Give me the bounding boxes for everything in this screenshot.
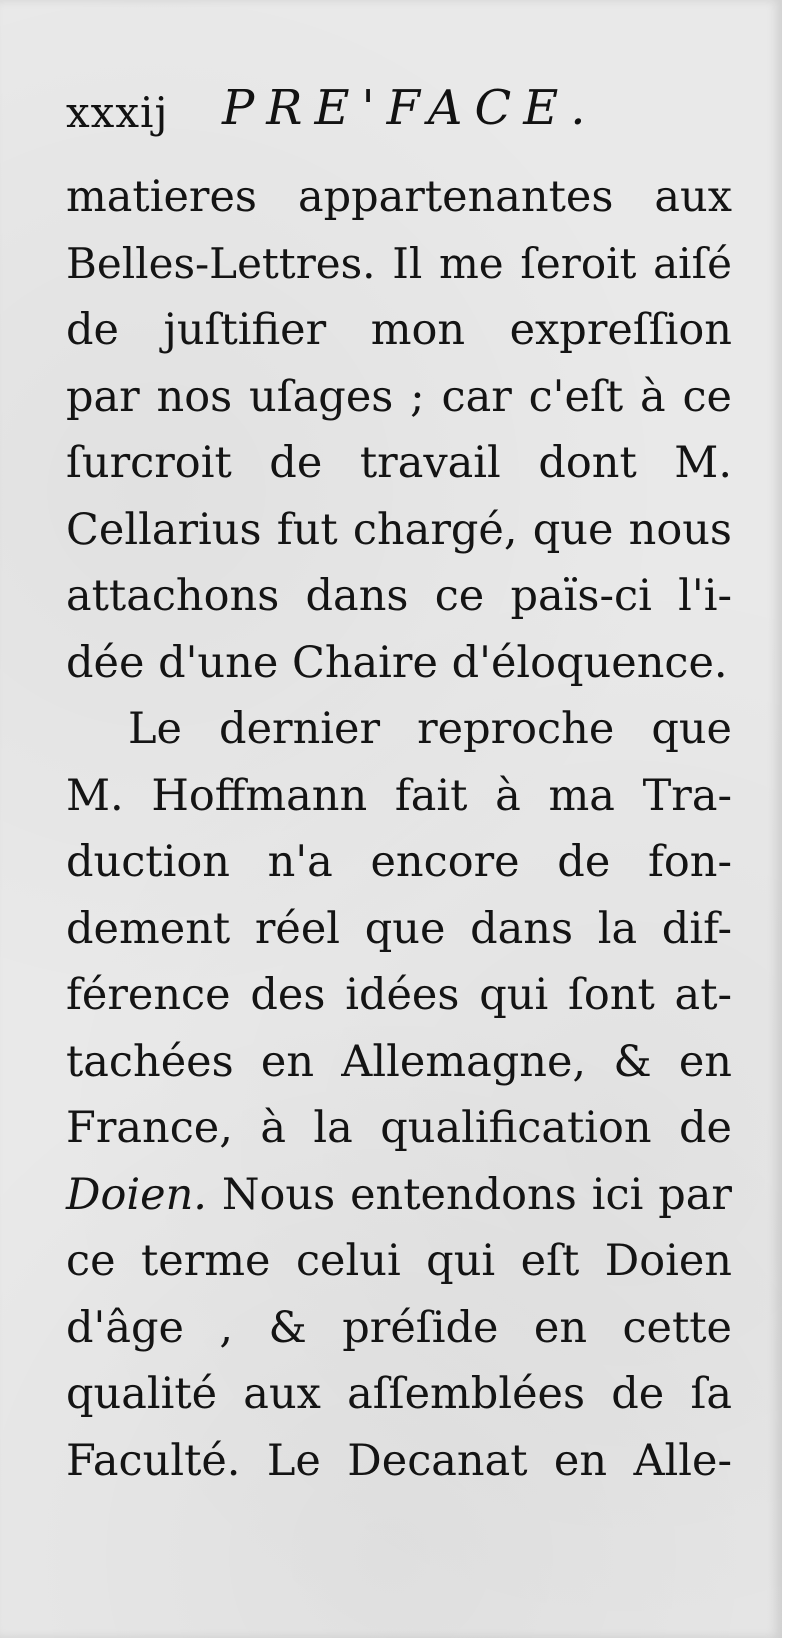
text-line: Cellarius fut chargé, que nous: [66, 504, 732, 555]
text-line: qualité aux aſſemblées de ſa: [66, 1369, 732, 1419]
text-line: par nos uſages ; car c'eſt à ce: [66, 371, 732, 422]
text-line: tachées en Allemagne, & en: [66, 1036, 732, 1087]
text-line: [66, 1162, 732, 1229]
text-line: matieres appartenantes aux: [66, 172, 732, 222]
text-line: Faculté. Le Decanat en Alle-: [66, 1435, 732, 1486]
body-text: [66, 164, 732, 1494]
text-line: dement réel que dans la dif-: [66, 903, 732, 954]
text-line: attachons dans ce païs-ci l'i-: [66, 571, 732, 621]
italic-word: Doien.: [66, 1169, 207, 1220]
text-line: dée d'une Chaire d'éloquence.: [66, 637, 728, 688]
text-line: duction n'a encore de fon-: [66, 837, 732, 887]
page-header: [66, 80, 726, 150]
scan-margin: [782, 0, 800, 1638]
text-line: Belles-Lettres. Il me ſeroit aiſé: [66, 238, 732, 288]
text-line: ce terme celui qui eſt Doien: [66, 1236, 732, 1286]
text-line: France, à la qualification de: [66, 1103, 732, 1153]
running-title: PRE'FACE.: [222, 80, 598, 136]
page-number: xxxij: [66, 88, 169, 137]
text-run: Nous entendons ici par: [206, 1169, 732, 1220]
text-line: férence des idées qui ſont at-: [66, 970, 732, 1020]
text-line: ſurcroit de travail dont M.: [66, 438, 732, 488]
paragraph-first-line: Le dernier reproche que: [128, 704, 732, 754]
text-line: M. Hoffmann fait à ma Tra-: [66, 770, 732, 821]
text-line: de juſtifier mon expreſſion: [66, 305, 732, 355]
text-line: d'âge , & préſide en cette: [66, 1302, 732, 1353]
